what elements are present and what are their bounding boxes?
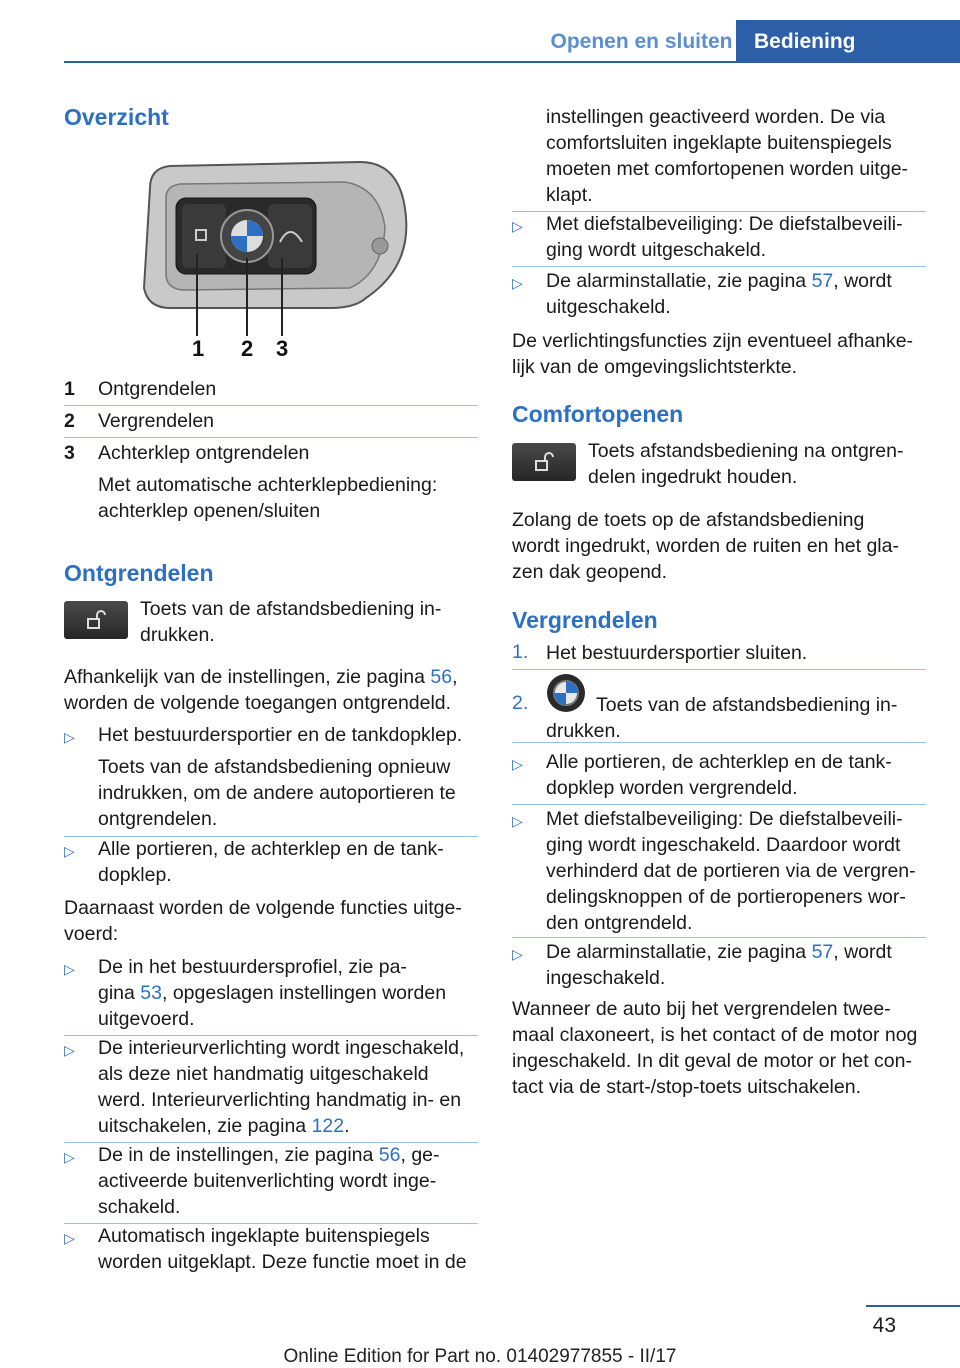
page-number-rule: [866, 1305, 960, 1307]
step-text: Toets van de afstandsbediening in-: [596, 694, 898, 716]
paragraph: De verlichtingsfuncties zijn eventueel afhanke-: [512, 330, 914, 352]
bullet-text: activeerde buitenverlichting wordt inge-: [98, 1170, 437, 1192]
bullet-text: De in de instellingen, zie pagina 56, ge-: [98, 1144, 440, 1166]
paragraph: lijk van de omgevingslichtsterkte.: [512, 356, 798, 378]
page-link[interactable]: 57: [811, 941, 834, 963]
callout-1: 1: [192, 336, 205, 358]
unlock-text: drukken.: [140, 624, 215, 646]
bullet-text: gina 53, opgeslagen instellingen worden: [98, 982, 447, 1004]
bullet-subtext: indrukken, om de andere autoportieren te: [98, 782, 456, 804]
bullet-text: uitschakelen, zie pagina 122.: [98, 1115, 350, 1137]
bullet-icon: ▷: [64, 1230, 75, 1246]
divider: [512, 742, 926, 743]
bullet-text: ingeschakeld.: [546, 967, 666, 989]
bullet-text: uitgevoerd.: [98, 1008, 195, 1030]
overview-heading: Overzicht: [64, 104, 169, 130]
bullet-text: ging wordt uitgeschakeld.: [546, 239, 767, 261]
item-text: Vergrendelen: [98, 410, 215, 432]
lock-heading: Vergrendelen: [512, 607, 658, 633]
step-text: Het bestuurdersportier sluiten.: [546, 642, 808, 664]
bullet-subtext: ontgrendelen.: [98, 808, 218, 830]
bullet-icon: ▷: [512, 218, 523, 234]
bmw-button-icon: [546, 673, 586, 713]
divider: [512, 266, 926, 267]
key-fob-illustration: [130, 158, 412, 358]
paragraph: maal claxoneert, is het contact of de motor nog: [512, 1024, 918, 1046]
bullet-text: uitgeschakeld.: [546, 296, 671, 318]
bullet-text: De in het bestuurdersprofiel, zie pa-: [98, 956, 407, 978]
section-title: Openen en sluiten: [550, 30, 733, 53]
step-number: 1.: [512, 641, 529, 663]
step-number: 2.: [512, 692, 529, 714]
paragraph: worden de volgende toegangen ontgrendeld.: [64, 692, 452, 714]
bullet-text: den ontgrendeld.: [546, 912, 693, 934]
bullet-icon: ▷: [512, 275, 523, 291]
bullet-icon: ▷: [64, 1149, 75, 1165]
divider: [512, 804, 926, 805]
unlock-button-image: [512, 443, 576, 481]
bullet-subtext: Toets van de afstandsbediening opnieuw: [98, 756, 451, 778]
paragraph: Wanneer de auto bij het vergrendelen twee-: [512, 998, 891, 1020]
page-link[interactable]: 53: [140, 982, 162, 1004]
bullet-icon: ▷: [512, 813, 523, 829]
paragraph: wordt ingedrukt, worden de ruiten en het gla-: [512, 535, 899, 557]
bullet-icon: ▷: [64, 961, 75, 977]
bullet-text: werd. Interieurverlichting handmatig in- en: [98, 1089, 462, 1111]
item-subtext: achterklep openen/sluiten: [98, 500, 321, 522]
bullet-text: dopklep worden vergrendeld.: [546, 777, 798, 799]
bullet-text: schakeld.: [98, 1196, 181, 1218]
bullet-text: Alle portieren, de achterklep en de tank-: [98, 838, 444, 860]
paragraph: tact via de start-/stop-toets uitschakelen.: [512, 1076, 862, 1098]
step-text: drukken.: [546, 720, 621, 742]
paragraph: zen dak geopend.: [512, 561, 668, 583]
item-text: Ontgrendelen: [98, 378, 217, 400]
page-link[interactable]: 122: [311, 1115, 345, 1137]
bullet-text: De interieurverlichting wordt ingeschakeld,: [98, 1037, 465, 1059]
paragraph: Daarnaast worden de volgende functies uitge-: [64, 897, 462, 919]
divider: [512, 937, 926, 938]
comfort-text: delen ingedrukt houden.: [588, 466, 798, 488]
divider: [64, 405, 478, 406]
bullet-text: Met diefstalbeveiliging: De diefstalbeveili-: [546, 808, 903, 830]
bullet-icon: ▷: [64, 843, 75, 859]
comfort-text: Toets afstandsbediening na ontgren-: [588, 440, 904, 462]
paragraph: voerd:: [64, 923, 119, 945]
item-number: 2: [64, 410, 75, 432]
bullet-text: Met diefstalbeveiliging: De diefstalbeveili-: [546, 213, 903, 235]
unlock-button-image: [64, 601, 128, 639]
bullet-text: comfortsluiten ingeklapte buitenspiegels: [546, 132, 892, 154]
page-link[interactable]: 57: [811, 270, 834, 292]
bullet-icon: ▷: [64, 729, 75, 745]
bullet-text: verhinderd dat de portieren via de vergren-: [546, 860, 916, 882]
bullet-text: Het bestuurdersportier en de tankdopklep.: [98, 724, 463, 746]
paragraph: Afhankelijk van de instellingen, zie pagina 56,: [64, 666, 458, 688]
item-text: Achterklep ontgrendelen: [98, 442, 310, 464]
bullet-icon: ▷: [64, 1042, 75, 1058]
item-subtext: Met automatische achterklepbediening:: [98, 474, 438, 496]
edition-footer: Online Edition for Part no. 01402977855 - II/17: [283, 1346, 677, 1367]
callout-2: 2: [241, 336, 254, 358]
paragraph: ingeschakeld. In dit geval de motor or het con-: [512, 1050, 912, 1072]
comfort-heading: Comfortopenen: [512, 401, 684, 427]
bullet-text: dopklep.: [98, 864, 172, 886]
bullet-text: delingsknoppen of de portieropeners wor-: [546, 886, 906, 908]
bullet-text: als deze niet handmatig uitgeschakeld: [98, 1063, 429, 1085]
unlock-text: Toets van de afstandsbediening in-: [140, 598, 442, 620]
page-link[interactable]: 56: [430, 666, 453, 688]
unlock-icon: [86, 610, 106, 630]
item-number: 1: [64, 378, 75, 400]
bullet-text: moeten met comfortopenen worden uitge-: [546, 158, 909, 180]
unlock-icon: [534, 452, 554, 472]
bullet-text: Alle portieren, de achterklep en de tank-: [546, 751, 892, 773]
callout-3: 3: [276, 336, 289, 358]
paragraph: Zolang de toets op de afstandsbediening: [512, 509, 865, 531]
bullet-icon: ▷: [512, 946, 523, 962]
chapter-tab: Bediening: [736, 20, 960, 63]
page-number: 43: [872, 1314, 896, 1337]
header-rule: [64, 61, 960, 63]
bullet-text: De alarminstallatie, zie pagina 57, wordt: [546, 941, 892, 963]
divider: [64, 437, 478, 438]
bullet-text: ging wordt ingeschakeld. Daardoor wordt: [546, 834, 901, 856]
divider: [512, 669, 926, 670]
bullet-text: klapt.: [546, 184, 593, 206]
unlock-heading: Ontgrendelen: [64, 560, 214, 586]
bullet-text: instellingen geactiveerd worden. De via: [546, 106, 886, 128]
page-link[interactable]: 56: [378, 1144, 401, 1166]
bullet-text: De alarminstallatie, zie pagina 57, wordt: [546, 270, 892, 292]
item-number: 3: [64, 442, 75, 464]
bullet-icon: ▷: [512, 756, 523, 772]
bullet-text: worden uitgeklapt. Deze functie moet in de: [98, 1251, 467, 1273]
bullet-text: Automatisch ingeklapte buitenspiegels: [98, 1225, 430, 1247]
